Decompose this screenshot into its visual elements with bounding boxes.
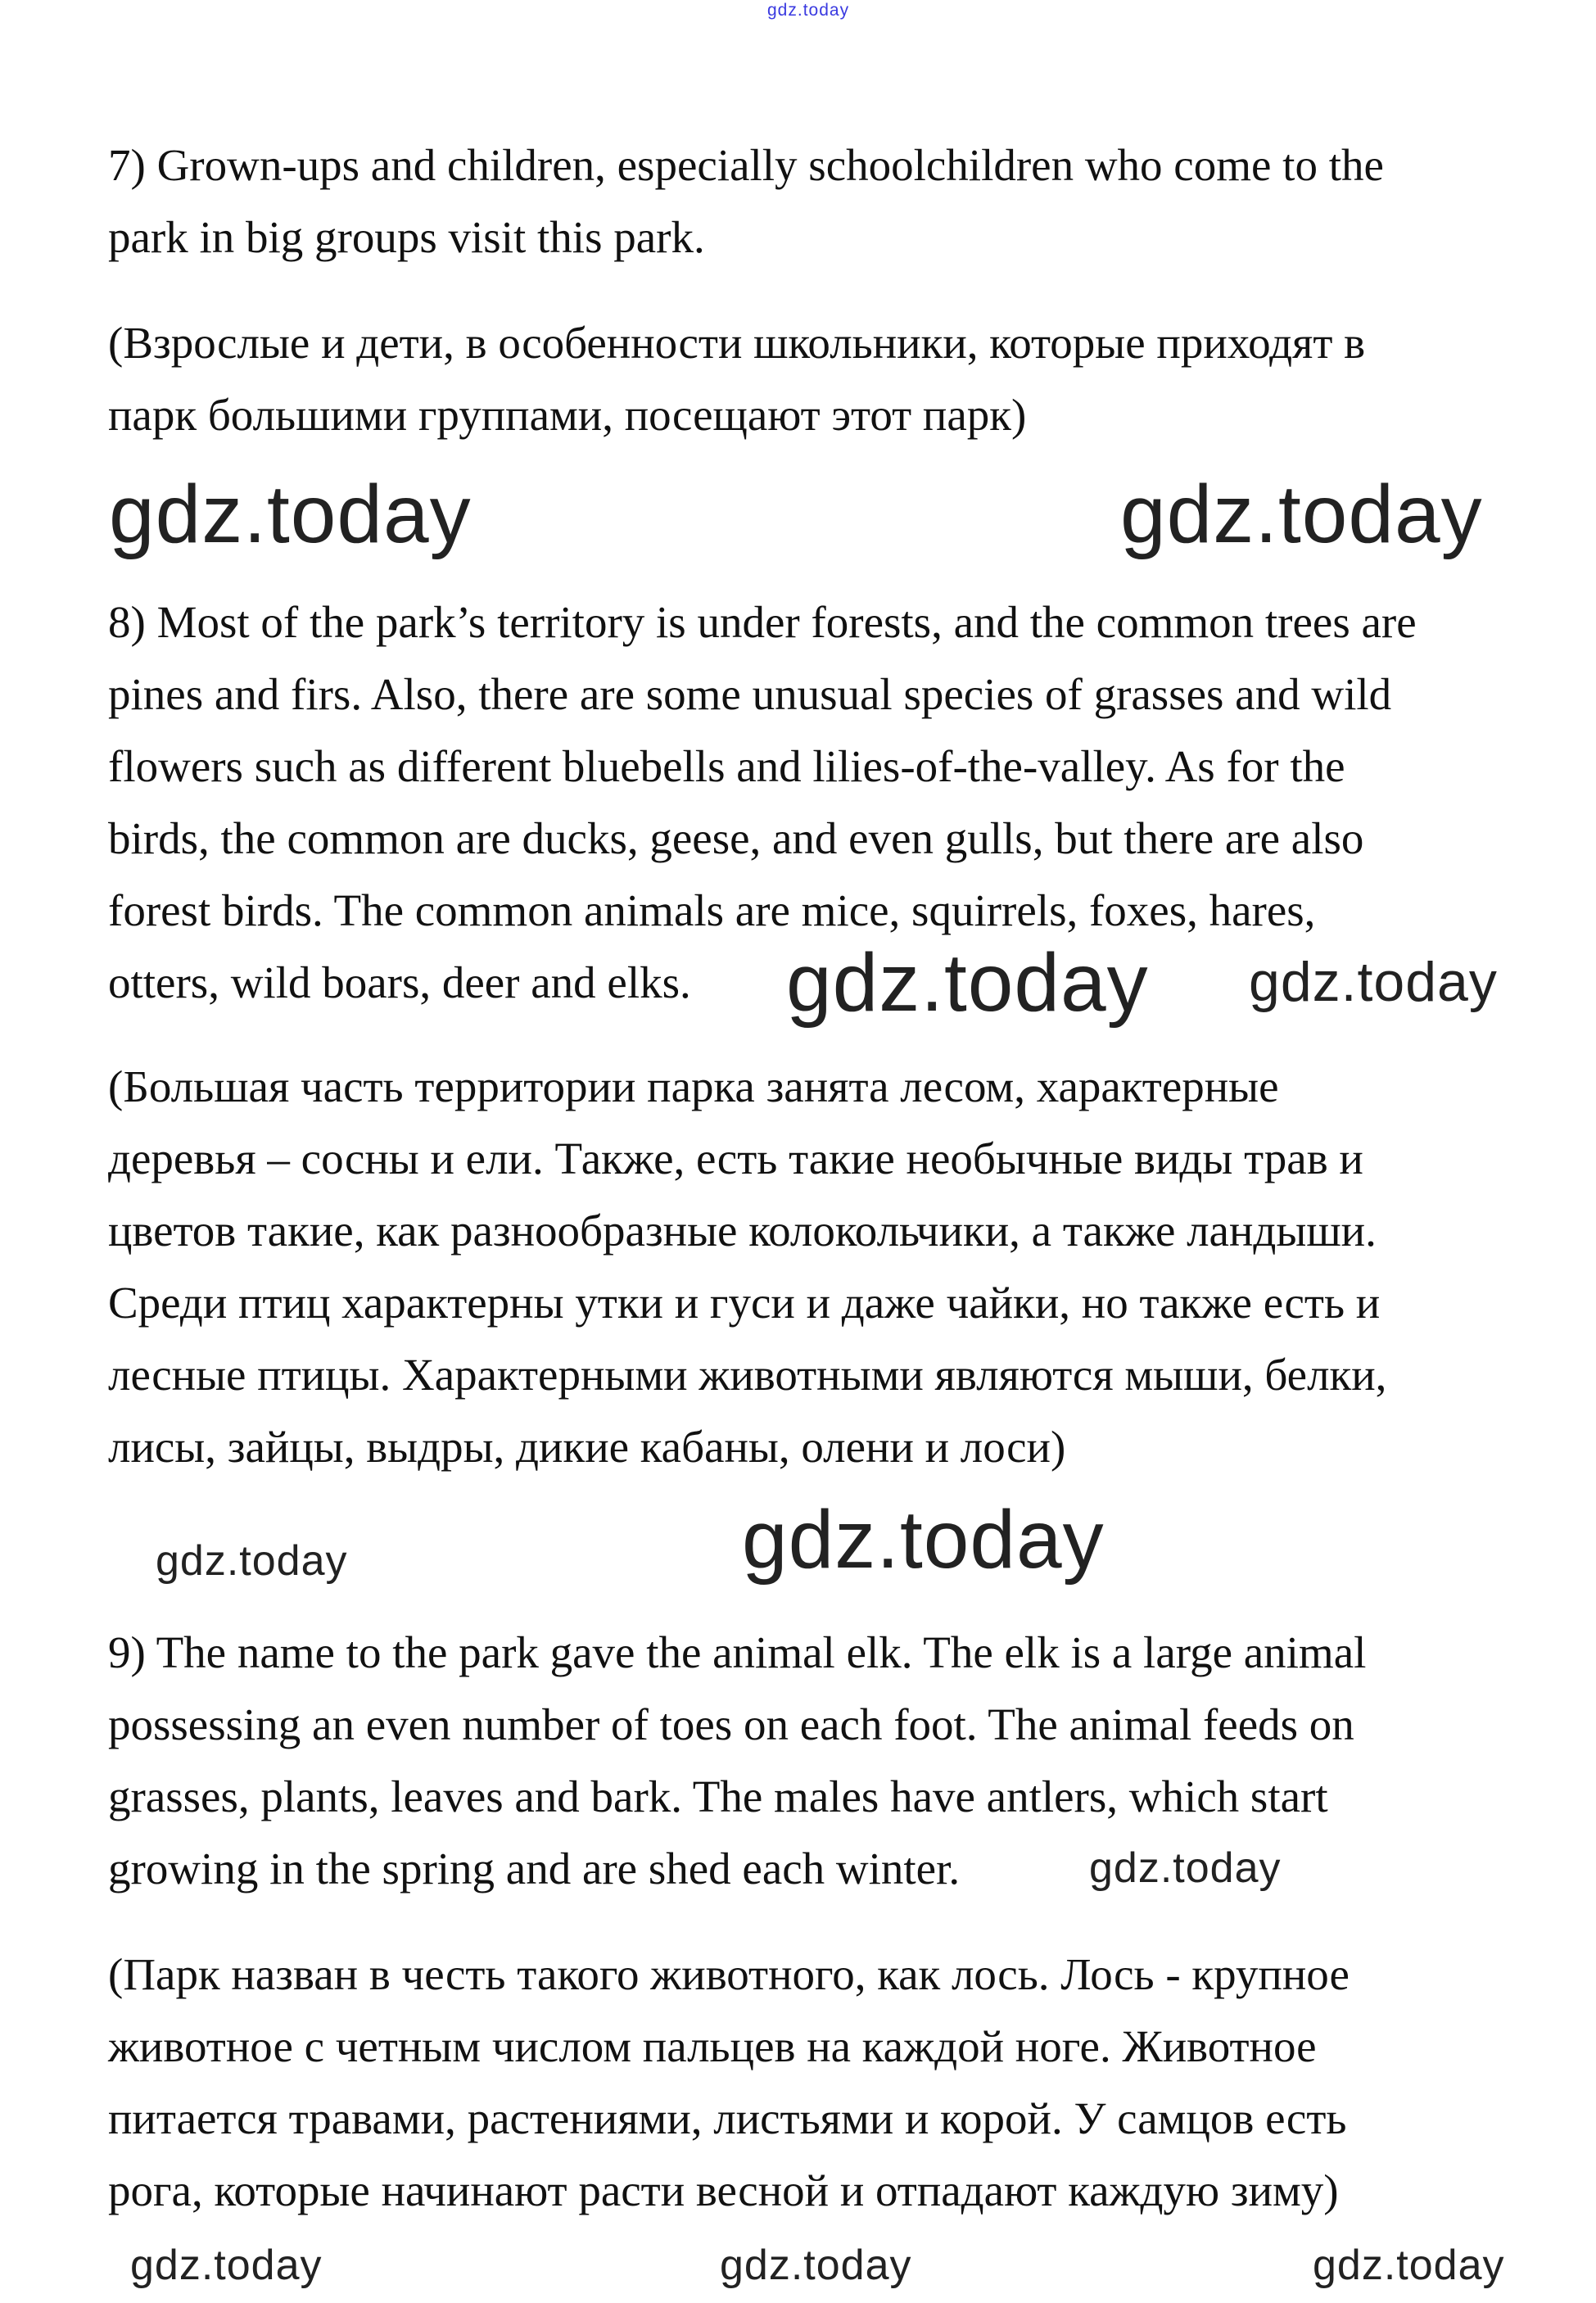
watermark: gdz.today bbox=[1089, 1844, 1282, 1892]
paragraph-7-russian bbox=[108, 307, 1365, 451]
text-line: possessing an even number of toes on each foot. The animal feeds on bbox=[108, 1699, 1354, 1749]
text-line: животное с четным числом пальцев на каждой ноге. Животное bbox=[108, 2021, 1317, 2071]
text-line: лисы, зайцы, выдры, дикие кабаны, олени и лоси) bbox=[108, 1422, 1066, 1472]
paragraph-7-english bbox=[108, 129, 1384, 274]
text-line: (Парк назван в честь такого животного, как лось. Лось - крупное bbox=[108, 1949, 1350, 1999]
paragraph-8-russian bbox=[108, 1051, 1386, 1483]
text-line: 8) Most of the park’s territory is under forests, and the common trees are bbox=[108, 597, 1417, 647]
text-line: 9) The name to the park gave the animal elk. The elk is a large animal bbox=[108, 1627, 1367, 1677]
text-line: park in big groups visit this park. bbox=[108, 212, 705, 262]
text-line: grasses, plants, leaves and bark. The males have antlers, which start bbox=[108, 1771, 1328, 1821]
text-line: birds, the common are ducks, geese, and even gulls, but there are also bbox=[108, 813, 1364, 863]
watermark: gdz.today bbox=[130, 2242, 323, 2289]
text-line: парк большими группами, посещают этот парк) bbox=[108, 390, 1027, 440]
text-line: цветов такие, как разнообразные колокольчики, а также ландыши. bbox=[108, 1206, 1377, 1256]
text-line: рога, которые начинают расти весной и отпадают каждую зиму) bbox=[108, 2165, 1339, 2215]
watermark: gdz.today bbox=[742, 1494, 1105, 1586]
text-line: otters, wild boars, deer and elks. bbox=[108, 957, 691, 1007]
text-line: growing in the spring and are shed each winter. bbox=[108, 1844, 961, 1894]
text-line: лесные птицы. Характерными животными являются мыши, белки, bbox=[108, 1350, 1387, 1400]
watermark: gdz.today bbox=[1313, 2242, 1505, 2289]
watermark: gdz.today bbox=[156, 1537, 348, 1585]
watermark: gdz.today bbox=[767, 1, 850, 20]
text-line: деревья – сосны и ели. Также, есть такие необычные виды трав и bbox=[108, 1133, 1363, 1183]
watermark: gdz.today bbox=[720, 2242, 912, 2289]
text-line: 7) Grown-ups and children, especially schoolchildren who come to the bbox=[108, 140, 1384, 190]
text-line: flowers such as different bluebells and lilies-of-the-valley. As for the bbox=[108, 741, 1345, 791]
text-line: Среди птиц характерны утки и гуси и даже чайки, но также есть и bbox=[108, 1278, 1381, 1328]
watermark: gdz.today bbox=[1120, 468, 1483, 560]
text-line: (Взрослые и дети, в особенности школьники, которые приходят в bbox=[108, 318, 1366, 368]
watermark: gdz.today bbox=[1249, 951, 1498, 1013]
text-line: (Большая часть территории парка занята лесом, характерные bbox=[108, 1061, 1279, 1111]
text-line: питается травами, растениями, листьями и корой. У самцов есть bbox=[108, 2093, 1347, 2143]
watermark: gdz.today bbox=[786, 937, 1149, 1029]
paragraph-8-english bbox=[108, 586, 1417, 1019]
paragraph-9-russian bbox=[108, 1939, 1350, 2227]
text-line: pines and firs. Also, there are some unusual species of grasses and wild bbox=[108, 669, 1392, 719]
text-line: forest birds. The common animals are mice, squirrels, foxes, hares, bbox=[108, 885, 1316, 935]
watermark: gdz.today bbox=[109, 468, 472, 560]
